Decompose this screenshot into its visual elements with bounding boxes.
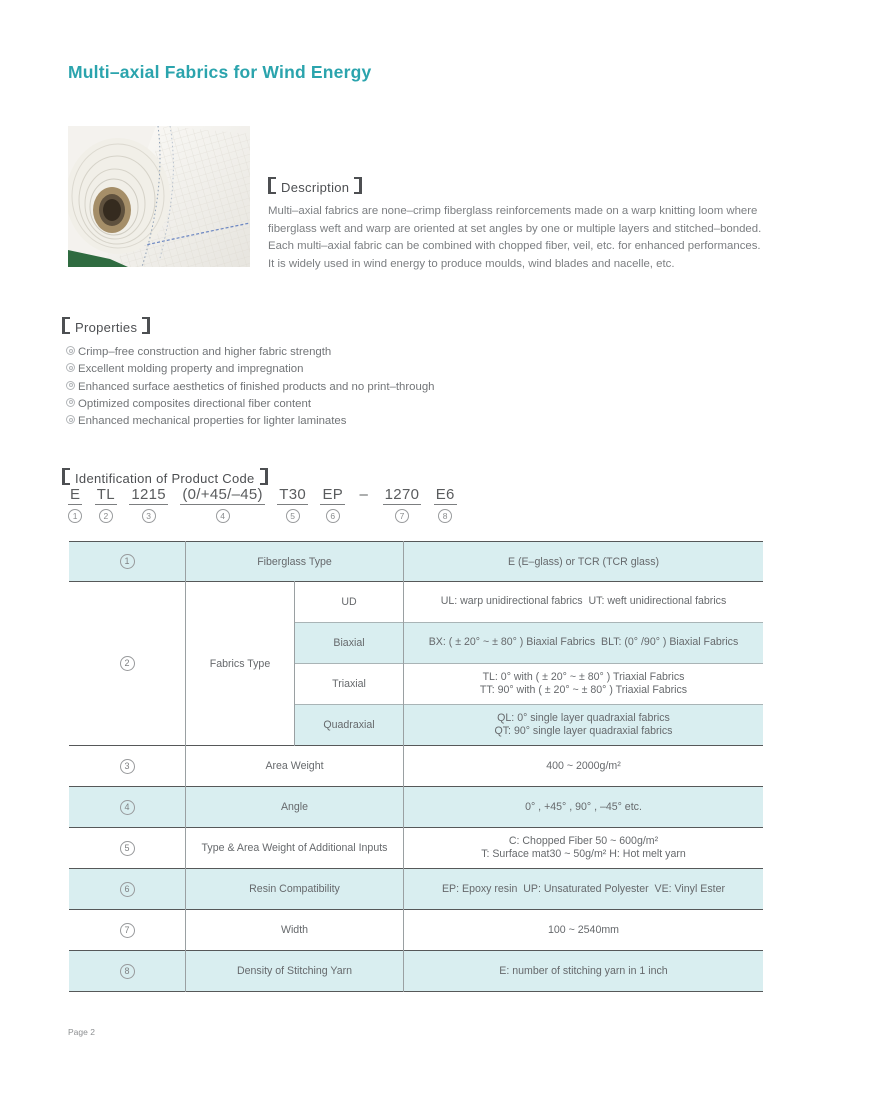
bullseye-icon [66,415,75,424]
circled-number: 1 [68,509,82,523]
table-cell-value [404,828,764,869]
circled-number: 3 [120,759,135,774]
code-segment-text: (0/+45/–45) [182,486,263,503]
bullseye-icon [66,398,75,407]
table-cell-label: Fiberglass Type [186,542,404,582]
table-cell-value: 400 ~ 2000g/m² [404,746,764,787]
description-heading-label: Description [281,180,350,195]
circled-number: 7 [395,509,409,523]
value-line: QT: 90° single layer quadraxial fabrics [494,725,673,737]
right-bracket-icon [354,177,362,194]
code-segment [95,486,117,523]
bullseye-icon [66,363,75,372]
table-cell-subtype: Quadraxial [295,705,404,746]
product-code-heading [62,466,268,486]
table-cell-value: E: number of stitching yarn in 1 inch [404,951,764,992]
code-segment-text: 1215 [131,486,166,503]
code-segment-dash [358,486,371,504]
circled-number: 4 [216,509,230,523]
value-line: T: Surface mat30 ~ 50g/m² H: Hot melt yarn [481,848,686,860]
description-paragraph-1: Multi–axial fabrics are none–crimp fiberglass reinforcements made on a warp knitting loom where fiberglass weft and warp are oriented at set angles by one or multiple layers and stitched–bonded. Each multi–axial fabric can be combined with chopped fiber, veil, etc. for enhanced performances. [268,205,762,253]
code-segment [68,486,82,523]
product-code-table [69,541,763,992]
description-paragraph-2: It is widely used in wind energy to produce moulds, wind blades and nacelle, etc. [268,257,675,270]
table-cell-value: EP: Epoxy resin UP: Unsaturated Polyester VE: Vinyl Ester [404,869,764,910]
bullseye-icon [66,381,75,390]
circled-number: 2 [99,509,113,523]
table-row [69,746,763,787]
table-row [69,910,763,951]
circled-number: 6 [120,882,135,897]
page-title: Multi–axial Fabrics for Wind Energy [68,62,372,82]
table-cell-label: Area Weight [186,746,404,787]
list-item [66,344,435,361]
list-item [66,361,435,378]
property-text: Excellent molding property and impregnation [78,363,304,376]
table-cell-value [404,582,764,623]
circled-number: 7 [120,923,135,938]
code-segment [277,486,308,523]
property-text: Enhanced mechanical properties for lighter laminates [78,415,347,428]
table-cell-num [69,869,186,910]
circled-number: 8 [438,509,452,523]
code-segment [434,486,457,523]
list-item [66,379,435,396]
code-segment-text: E6 [435,486,455,503]
table-row [69,542,763,582]
bullseye-icon [66,346,75,355]
table-cell-label: Type & Area Weight of Additional Inputs [186,828,404,869]
circled-number: 5 [120,841,135,856]
table-row [69,787,763,828]
table-cell-value: 100 ~ 2540mm [404,910,764,951]
left-bracket-icon [268,177,276,194]
list-item [66,396,435,413]
property-text: Enhanced surface aesthetics of finished products and no print–through [78,380,435,393]
code-segment [129,486,168,523]
value-line: TL: 0° with ( ± 20° ~ ± 80° ) Triaxial Fabrics [482,670,685,683]
value-line: UL: warp unidirectional fabrics UT: weft unidirectional fabrics [440,595,727,608]
table-cell-label: Fabrics Type [186,582,295,746]
value-line: TT: 90° with ( ± 20° ~ ± 80° ) Triaxial Fabrics [479,684,688,696]
product-code-heading-label: Identification of Product Code [75,471,255,486]
properties-list [66,344,435,430]
circled-number: 3 [142,509,156,523]
property-text: Crimp–free construction and higher fabric strength [78,346,332,358]
table-cell-label: Density of Stitching Yarn [186,951,404,992]
table-cell-num [69,582,186,746]
table-cell-value [404,664,764,705]
table-cell-label: Resin Compatibility [186,869,404,910]
left-bracket-icon [62,468,70,485]
code-segment-text: EP [322,486,344,503]
circled-number: 8 [120,964,135,979]
circled-number: 1 [120,554,135,569]
table-cell-subtype: UD [295,582,404,623]
page-number: Page 2 [68,1027,95,1037]
table-cell-num [69,542,186,582]
circled-number: 5 [286,509,300,523]
table-row [69,951,763,992]
table-cell-label: Width [186,910,404,951]
fabric-roll-illustration [68,126,250,267]
value-line: BX: ( ± 20° ~ ± 80° ) Biaxial Fabrics BLT: (0° /90° ) Biaxial Fabrics [428,636,739,649]
code-segment-text: T30 [279,486,307,503]
properties-heading-label: Properties [75,320,138,335]
property-text: Optimized composites directional fiber content [78,397,311,410]
value-line: C: Chopped Fiber 50 ~ 600g/m² [508,834,659,847]
table-cell-label: Angle [186,787,404,828]
code-segment-text: E [70,486,81,503]
product-code-example [68,486,465,523]
circled-number: 2 [120,656,135,671]
table-cell-num [69,951,186,992]
table-cell-subtype: Triaxial [295,664,404,705]
product-photo [68,126,250,267]
properties-heading [62,315,150,335]
table-cell-num [69,828,186,869]
table-row [69,869,763,910]
table-cell-subtype: Biaxial [295,623,404,664]
description-heading [268,175,362,195]
table-cell-value: E (E–glass) or TCR (TCR glass) [404,542,764,582]
table-row [69,582,763,623]
table-cell-value [404,623,764,664]
table-cell-num [69,910,186,951]
left-bracket-icon [62,317,70,334]
table-row [69,828,763,869]
code-segment-text: 1270 [384,486,420,503]
code-segment [383,486,422,523]
code-segment-text: TL [96,486,115,503]
description-body [268,203,768,273]
table-cell-value: 0° , +45° , 90° , –45° etc. [404,787,764,828]
right-bracket-icon [142,317,150,334]
table-cell-num [69,787,186,828]
circled-number: 6 [326,509,340,523]
value-line: QL: 0° single layer quadraxial fabrics [497,711,670,724]
table-cell-num [69,746,186,787]
code-segment [180,486,264,523]
table-cell-value [404,705,764,746]
list-item [66,413,435,430]
right-bracket-icon [260,468,268,485]
circled-number: 4 [120,800,135,815]
code-segment [320,486,345,523]
code-segment-text: – [359,486,369,503]
